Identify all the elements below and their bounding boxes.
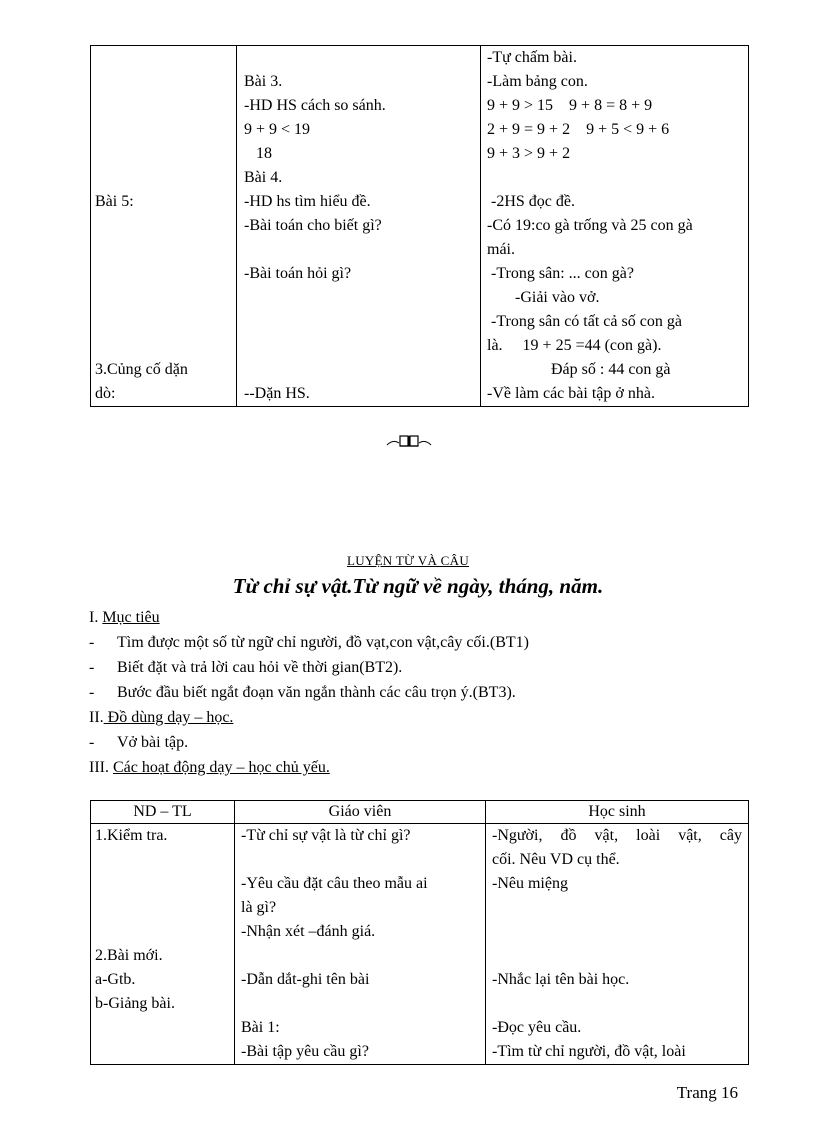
cell-line xyxy=(95,1016,234,1040)
cell-line xyxy=(244,310,480,334)
objective-text: Bước đầu biết ngắt đoạn văn ngắn thành các câu trọn ý.(BT3). xyxy=(117,684,516,701)
cell-line: -Giải vào vở. xyxy=(487,289,600,306)
cell-line: 9 + 9 < 19 xyxy=(244,121,311,138)
cell-line: -Bài toán hỏi gì? xyxy=(244,265,352,282)
cell-line: -Làm bảng con. xyxy=(487,73,588,90)
cell-line xyxy=(241,848,485,872)
cell-line: cối. Nêu VD cụ thể. xyxy=(492,851,620,868)
cell-line: Đáp số : 44 con gà xyxy=(487,361,671,378)
cell-line xyxy=(95,334,236,358)
cell-line: dò: xyxy=(95,385,116,402)
cell-line: 9 + 3 > 9 + 2 xyxy=(487,145,571,162)
heading-text: Mục tiêu xyxy=(102,609,160,626)
materials-heading xyxy=(89,707,233,729)
cell-line: -2HS đọc đề. xyxy=(487,193,575,210)
list-item: - Biết đặt và trả lời cau hỏi về thời gian(BT2). xyxy=(89,659,403,676)
list-item: - Tìm được một số từ ngữ chỉ người, đồ vạt,con vật,cây cối.(BT1) xyxy=(89,634,529,651)
cell-line: -Trong sân: ... con gà? xyxy=(487,265,634,282)
cell-line xyxy=(244,286,480,310)
cell-line: -Từ chỉ sự vật là từ chỉ gì? xyxy=(241,827,411,844)
content-time-column xyxy=(91,824,235,1065)
cell-line xyxy=(244,358,480,382)
heading-number: II. xyxy=(89,709,104,726)
activities-table xyxy=(90,800,749,1065)
cell-line: -HD HS cách so sánh. xyxy=(244,97,386,114)
objective-text: Tìm được một số từ ngữ chỉ người, đồ vạt,con vật,cây cối.(BT1) xyxy=(117,634,529,651)
cell-line: Bài 4. xyxy=(244,169,283,186)
cell-line xyxy=(95,70,236,94)
cell-line xyxy=(95,118,236,142)
cell-line xyxy=(95,872,234,896)
cell-line: -Bài toán cho biết gì? xyxy=(244,217,382,234)
activities-heading xyxy=(89,757,330,779)
header-teacher: Giáo viên xyxy=(235,801,486,824)
cell-line xyxy=(492,896,742,920)
cell-line: là. 19 + 25 =44 (con gà). xyxy=(487,337,662,354)
cell-line xyxy=(95,896,234,920)
cell-line xyxy=(95,920,234,944)
cell-line xyxy=(95,262,236,286)
header-student: Học sinh xyxy=(486,801,749,824)
table-header-row xyxy=(91,801,749,824)
cell-line: a-Gtb. xyxy=(95,971,136,988)
cell-line: -Yêu cầu đặt câu theo mẫu ai xyxy=(241,875,428,892)
cell-line: -Đọc yêu cầu. xyxy=(492,1019,582,1036)
cell-line xyxy=(487,166,748,190)
header-content-time: ND – TL xyxy=(91,801,235,824)
content-time-column xyxy=(91,46,237,407)
cell-line: 18 xyxy=(244,145,272,162)
cell-line: -Dẫn dắt-ghi tên bài xyxy=(241,971,370,988)
cell-line: Bài 3. xyxy=(244,73,283,90)
cell-line: 1.Kiểm tra. xyxy=(95,827,168,844)
cell-line xyxy=(241,992,485,1016)
table-row xyxy=(91,824,749,1065)
cell-line xyxy=(95,94,236,118)
cell-line: -Tìm từ chỉ người, đồ vật, loài xyxy=(492,1043,686,1060)
cell-line xyxy=(244,46,480,70)
cell-line xyxy=(95,46,236,70)
objective-text: Biết đặt và trả lời cau hỏi về thời gian(BT2). xyxy=(117,659,403,676)
cell-line: -Nhận xét –đánh giá. xyxy=(241,923,376,940)
cell-line: 2.Bài mới. xyxy=(95,947,163,964)
book-ornament-icon xyxy=(385,433,433,449)
cell-line xyxy=(95,166,236,190)
cell-line: -Trong sân có tất cả số con gà xyxy=(487,313,682,330)
cell-line: 9 + 9 > 15 9 + 8 = 8 + 9 xyxy=(487,97,653,114)
objectives-heading xyxy=(89,607,160,629)
teacher-column xyxy=(235,824,486,1065)
student-column xyxy=(481,46,749,407)
cell-line: -Tự chấm bài. xyxy=(487,49,577,66)
cell-line xyxy=(95,286,236,310)
cell-line xyxy=(492,944,742,968)
cell-line: -Nêu miệng xyxy=(492,875,568,892)
cell-line: -Về làm các bài tập ở nhà. xyxy=(487,385,655,402)
heading-text: Đồ dùng dạy – học. xyxy=(103,709,234,726)
student-column xyxy=(486,824,749,1065)
cell-line xyxy=(492,920,742,944)
cell-line xyxy=(241,944,485,968)
cell-line: 2 + 9 = 9 + 2 9 + 5 < 9 + 6 xyxy=(487,121,670,138)
section-heading: LUYỆN TỪ VÀ CÂU xyxy=(346,553,470,568)
cell-line: -Bài tập yêu cầu gì? xyxy=(241,1043,369,1060)
heading-number: III. xyxy=(89,759,113,776)
cell-line: Bài 1: xyxy=(241,1019,280,1036)
cell-line: --Dặn HS. xyxy=(244,385,310,402)
cell-line: b-Giảng bài. xyxy=(95,995,175,1012)
cell-line xyxy=(492,992,742,1016)
page-number: Trang 16 xyxy=(676,1083,738,1102)
cell-line: Bài 5: xyxy=(95,193,134,210)
cell-line: là gì? xyxy=(241,899,277,916)
cell-line xyxy=(95,1040,234,1064)
material-text: Vở bài tập. xyxy=(117,734,189,751)
cell-line xyxy=(244,334,480,358)
list-item: - Bước đầu biết ngắt đoạn văn ngắn thành các câu trọn ý.(BT3). xyxy=(89,684,516,701)
cell-line: -Có 19:co gà trống và 25 con gà xyxy=(487,217,693,234)
cell-line xyxy=(95,142,236,166)
heading-text: Các hoạt động dạy – học chủ yếu. xyxy=(112,759,330,776)
top-lesson-table xyxy=(90,45,749,407)
cell-line: mái. xyxy=(487,241,515,258)
cell-line xyxy=(95,214,236,238)
cell-line: -Nhắc lại tên bài học. xyxy=(492,971,630,988)
cell-line xyxy=(95,238,236,262)
cell-line: -Người, đồ vật, loài vật, cây xyxy=(492,827,742,844)
lesson-title: Từ chỉ sự vật.Từ ngữ về ngày, tháng, năm. xyxy=(232,574,604,598)
cell-line: -HD hs tìm hiểu đề. xyxy=(244,193,371,210)
list-item: - Vở bài tập. xyxy=(89,734,189,751)
cell-line: 3.Củng cố dặn xyxy=(95,361,188,378)
cell-line xyxy=(244,238,480,262)
cell-line xyxy=(95,848,234,872)
table-row xyxy=(91,46,749,407)
cell-line xyxy=(95,310,236,334)
teacher-column xyxy=(237,46,481,407)
heading-number: I. xyxy=(89,609,103,626)
